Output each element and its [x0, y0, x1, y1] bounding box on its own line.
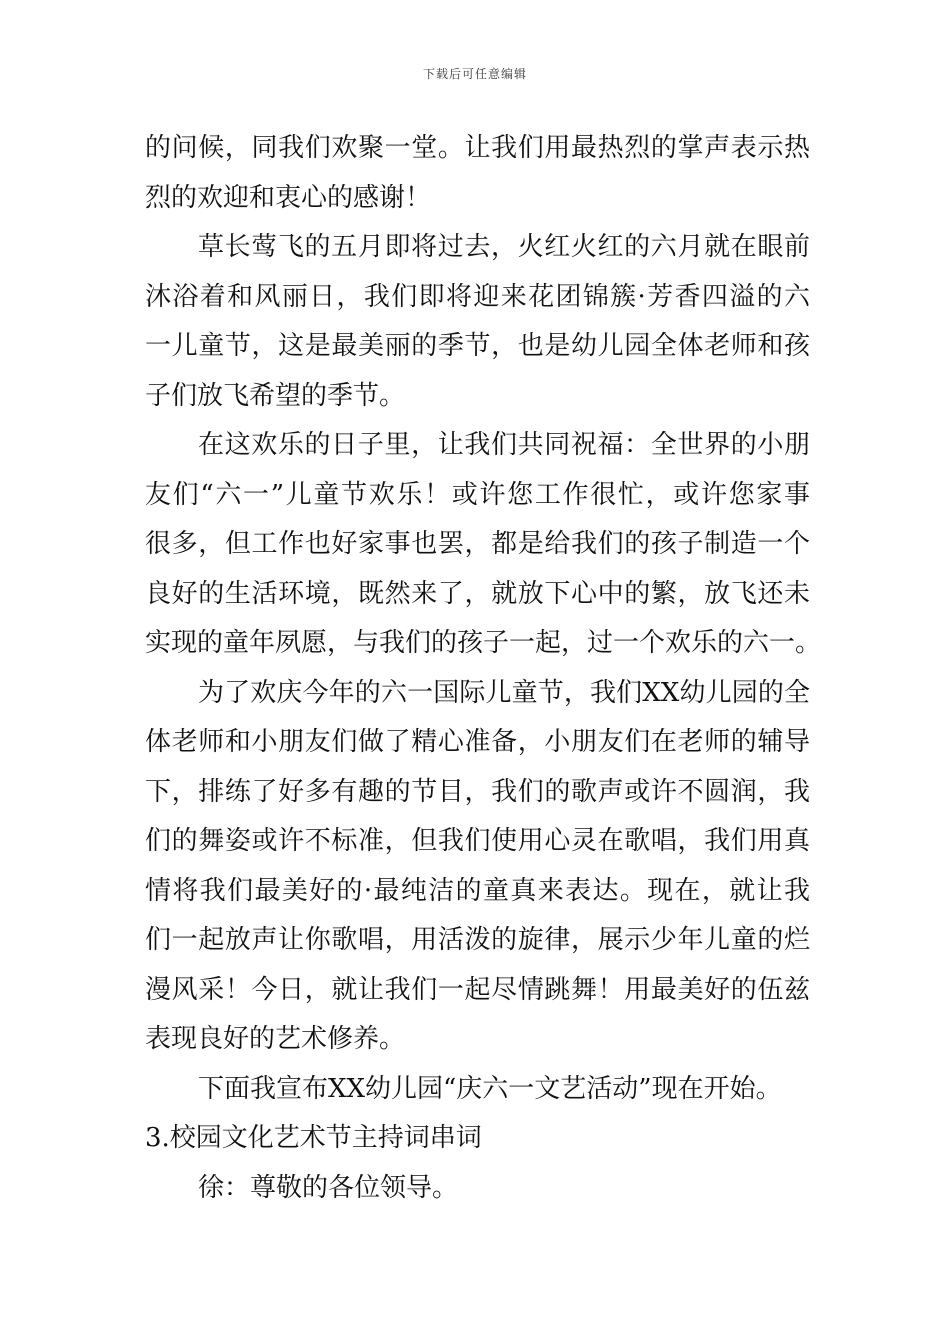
document-body [145, 124, 822, 1213]
text-line: 良好的生活环境，既然来了，就放下心中的繁，放飞还未 [145, 578, 810, 609]
text-line: 下面我宣布XX幼儿园“庆六一文艺活动”现在开始。 [198, 1073, 782, 1104]
text-line: 们一起放声让你歌唱，用活泼的旋律，展示少年儿童的烂 [145, 925, 810, 955]
text-line: 在这欢乐的日子里，让我们共同祝福：全世界的小朋 [198, 430, 810, 460]
text-line: 沐浴着和风丽日，我们即将迎来花团锦簇·芳香四溢的六 [145, 281, 810, 312]
text-line: 3.校园文化艺术节主持词串词 [145, 1123, 482, 1153]
text-line: 们的舞姿或许不标准，但我们使用心灵在歌唱，我们用真 [145, 826, 810, 856]
text-line: 子们放飞希望的季节。 [145, 380, 406, 411]
text-line: 情将我们最美好的·最纯洁的童真来表达。现在，就让我 [145, 875, 810, 906]
text-line: 漫风采！今日，就让我们一起尽情跳舞！用最美好的伍兹 [145, 974, 810, 1005]
text-line: 一儿童节，这是最美丽的季节，也是幼儿园全体老师和孩 [145, 331, 810, 361]
text-line: 体老师和小朋友们做了精心准备，小朋友们在老师的辅导 [145, 727, 810, 757]
text-line: 很多，但工作也好家事也罢，都是给我们的孩子制造一个 [145, 529, 810, 559]
text-line: 表现良好的艺术修养。 [145, 1024, 406, 1054]
text-line: 的问候，同我们欢聚一堂。让我们用最热烈的掌声表示热 [145, 133, 810, 163]
text-line: 为了欢庆今年的六一国际儿童节，我们XX幼儿园的全 [198, 677, 810, 708]
text-line: 实现的童年夙愿，与我们的孩子一起，过一个欢乐的六一。 [145, 628, 822, 658]
page-header: 下载后可任意编辑 [422, 67, 527, 81]
text-line: 烈的欢迎和衷心的感谢！ [145, 182, 432, 213]
text-line: 下，排练了好多有趣的节目，我们的歌声或许不圆润，我 [145, 776, 810, 807]
text-line: 友们“六一”儿童节欢乐！或许您工作很忙，或许您家事 [145, 479, 810, 510]
text-line: 徐：尊敬的各位领导。 [198, 1172, 459, 1203]
text-line: 草长莺飞的五月即将过去，火红火红的六月就在眼前 [198, 232, 810, 262]
